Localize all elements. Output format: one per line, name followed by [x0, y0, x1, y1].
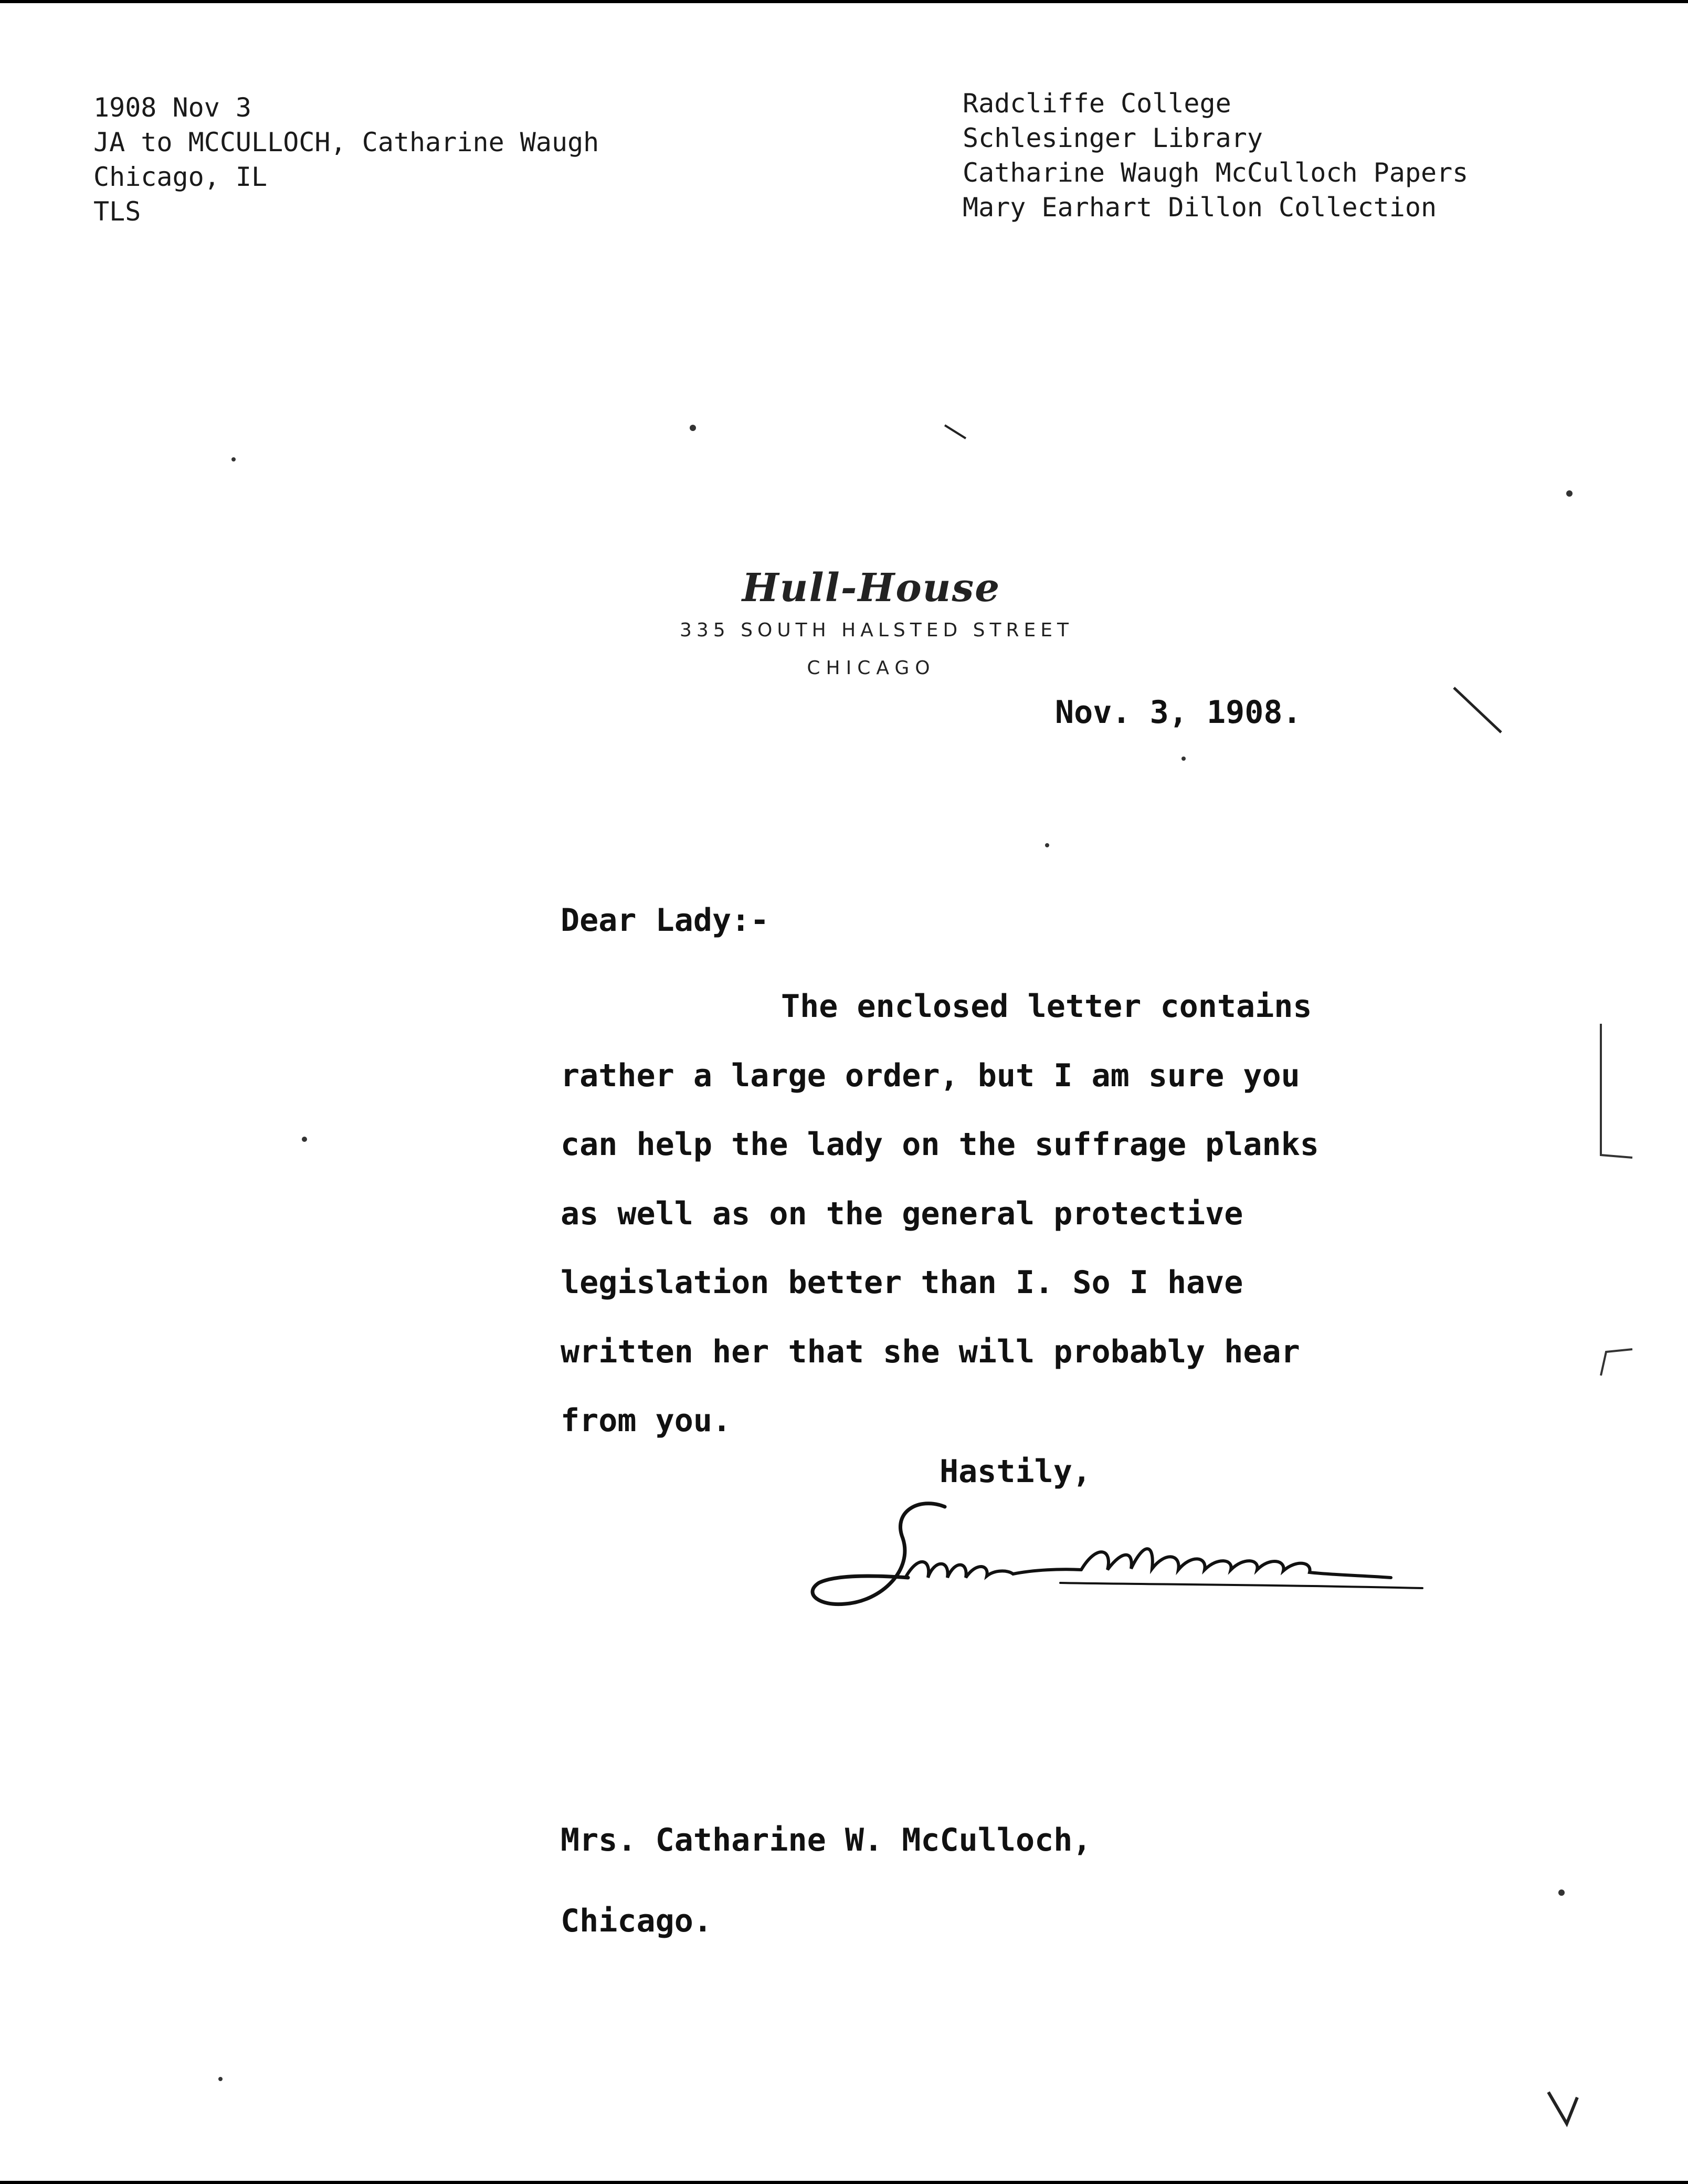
letterhead-street: 335 SOUTH HALSTED STREET	[679, 620, 1074, 641]
catalog-place: Chicago, IL	[93, 162, 268, 192]
letter-salutation: Dear Lady:-	[561, 902, 769, 939]
letterhead-name: Hull-House	[742, 565, 1001, 611]
body-line: rather a large order, but I am sure you	[561, 1057, 1300, 1094]
handwritten-signature	[787, 1491, 1438, 1617]
catalog-collection: Mary Earhart Dillon Collection	[963, 192, 1437, 223]
addressee-name: Mrs. Catharine W. McCulloch,	[561, 1822, 1092, 1858]
letter-addressee	[561, 1800, 1091, 1961]
body-line: The enclosed letter contains	[781, 988, 1312, 1025]
catalog-label-left	[93, 90, 599, 229]
catalog-label-right	[963, 86, 1468, 225]
letter-body	[561, 972, 1319, 1456]
letter-date: Nov. 3, 1908.	[1055, 694, 1302, 731]
catalog-type: TLS	[93, 196, 141, 227]
scan-border-bottom	[0, 2181, 1688, 2184]
body-line: as well as on the general protective	[561, 1195, 1243, 1232]
catalog-papers: Catharine Waugh McCulloch Papers	[963, 158, 1469, 188]
scan-border-top	[0, 0, 1688, 3]
letterhead	[651, 564, 1123, 684]
catalog-institution: Radcliffe College	[963, 88, 1231, 119]
body-line: can help the lady on the suffrage planks	[561, 1126, 1319, 1163]
catalog-correspondents: JA to MCCULLOCH, Catharine Waugh	[93, 127, 599, 158]
catalog-library: Schlesinger Library	[963, 123, 1263, 153]
letterhead-city: CHICAGO	[807, 657, 936, 679]
letter-closing: Hastily,	[940, 1453, 1091, 1490]
body-line: legislation better than I. So I have	[561, 1264, 1243, 1301]
body-line: written her that she will probably hear	[561, 1333, 1300, 1370]
body-line: from you.	[561, 1402, 732, 1439]
catalog-date: 1908 Nov 3	[93, 92, 252, 123]
addressee-city: Chicago.	[561, 1903, 712, 1939]
